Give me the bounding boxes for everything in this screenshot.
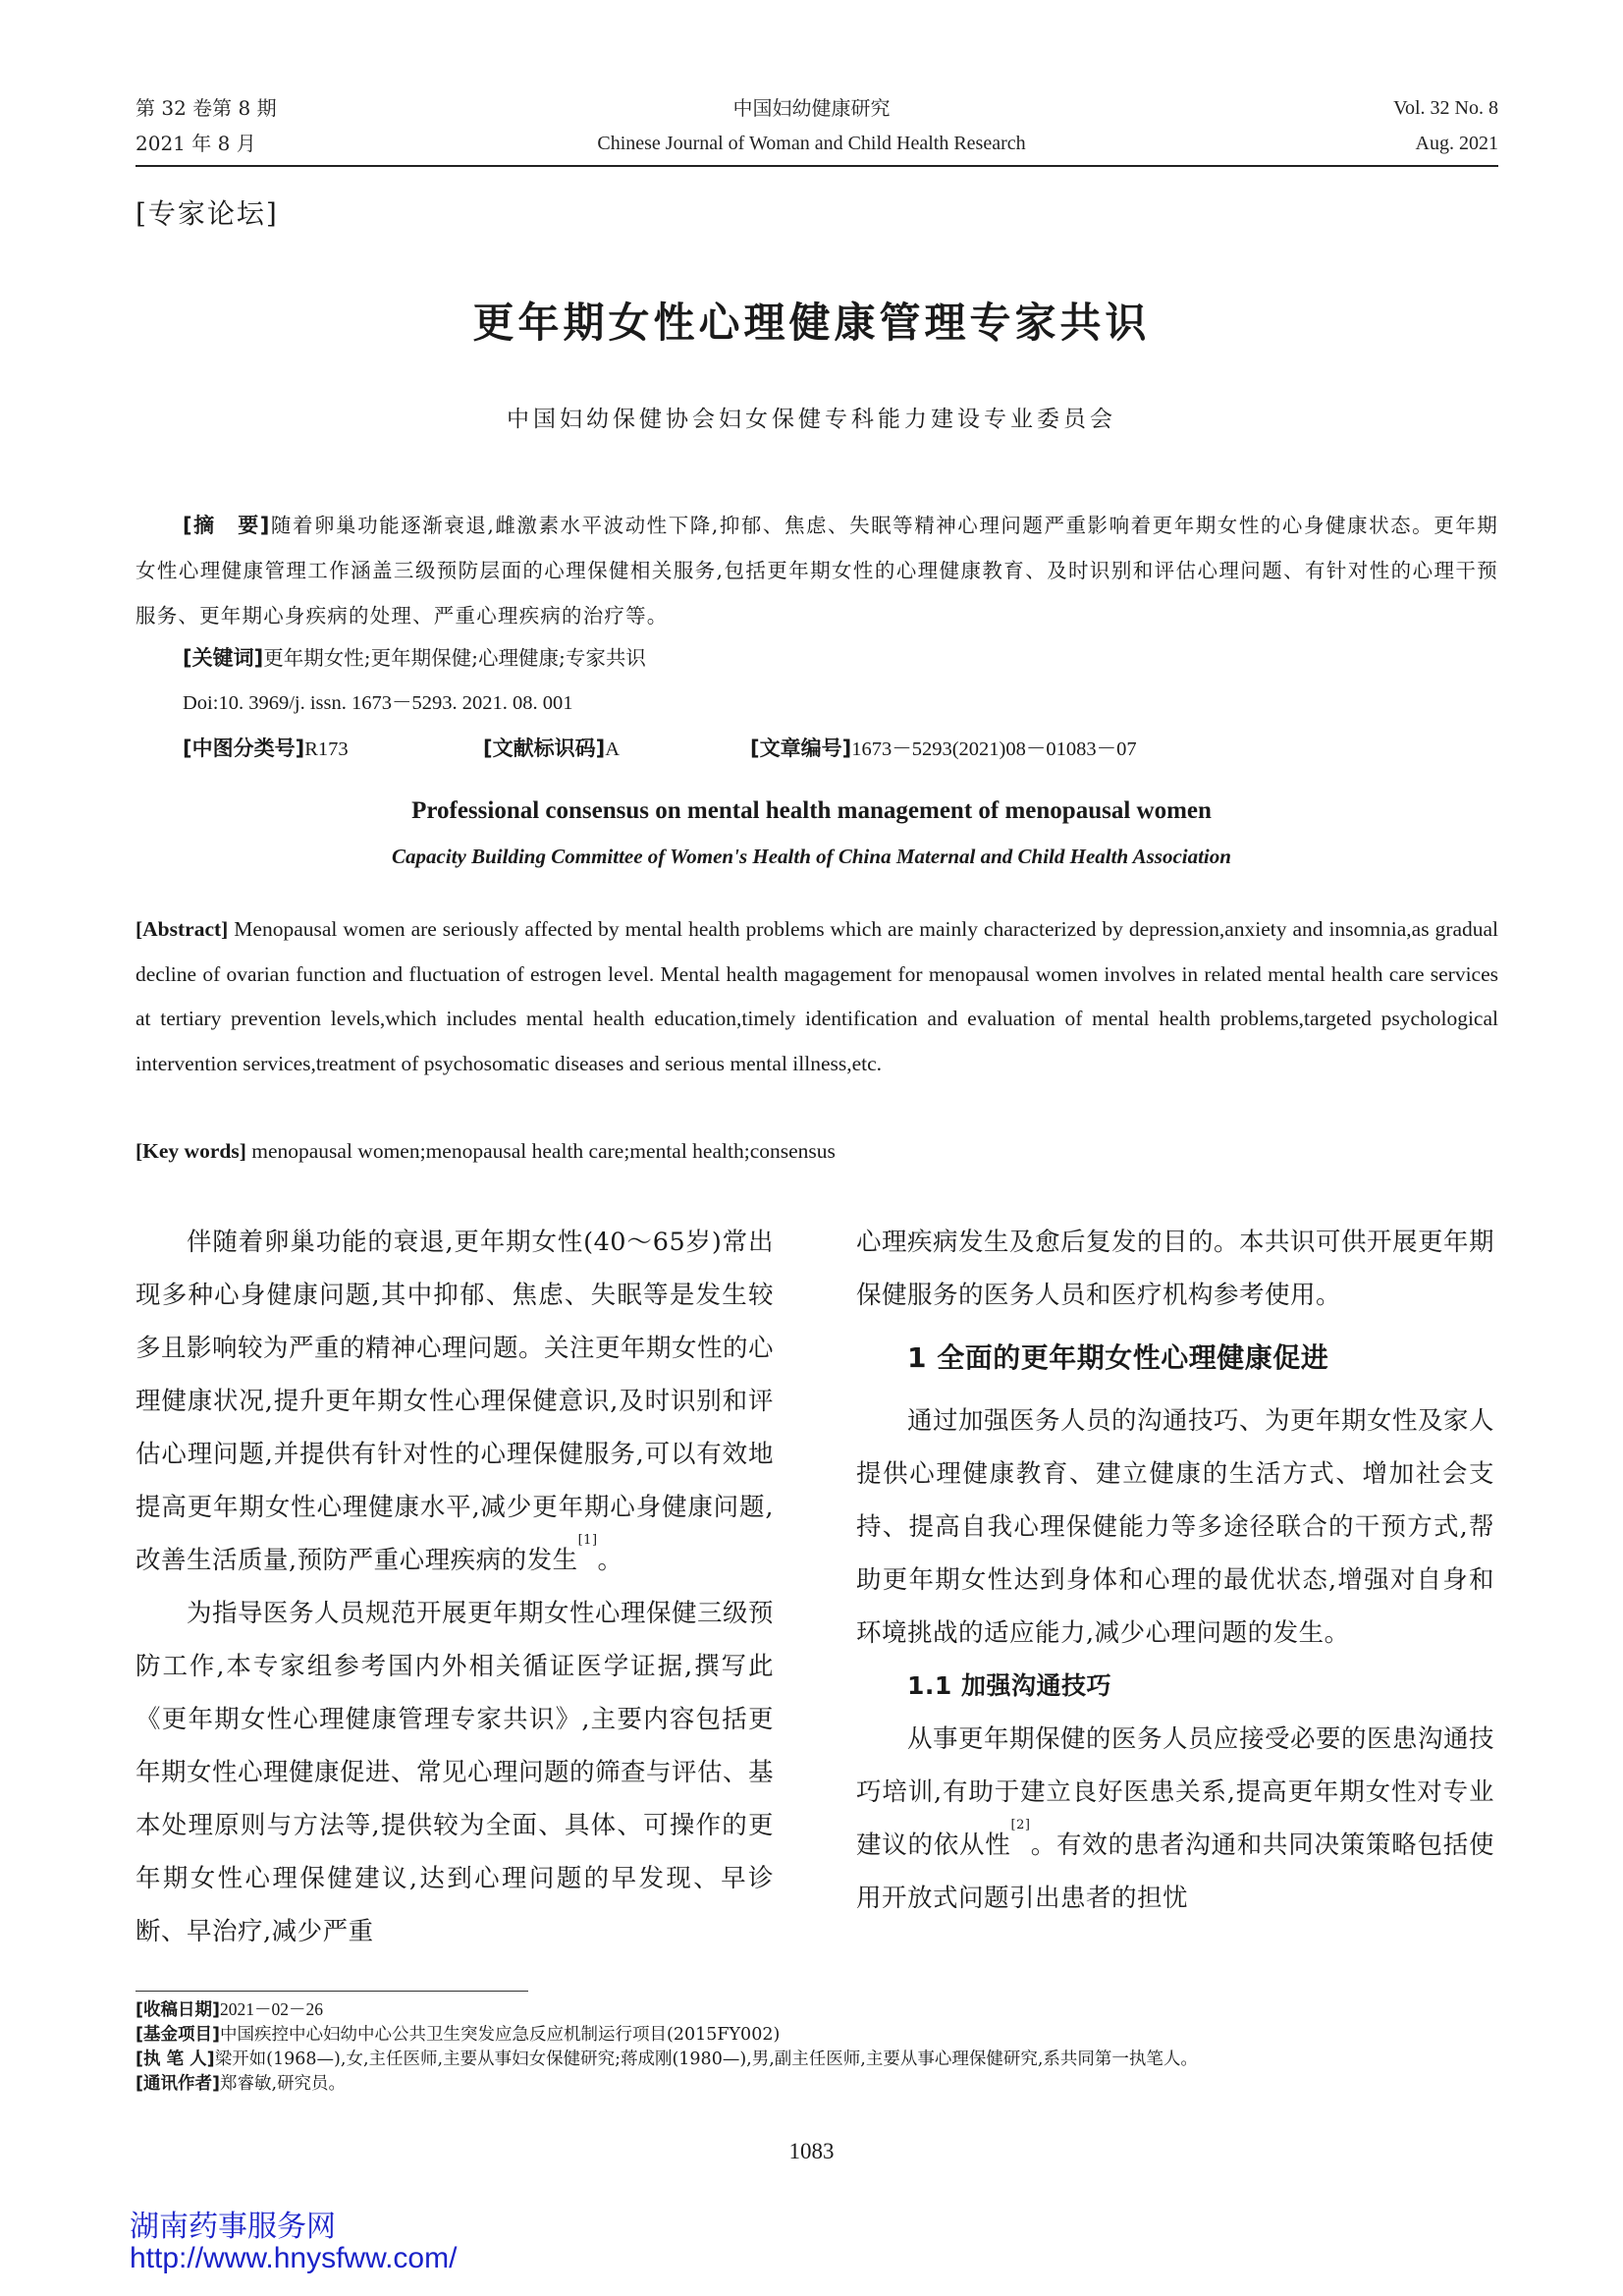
page-number: 1083 <box>788 2139 835 2163</box>
left-column <box>135 1216 774 1958</box>
doc-code-value: A <box>605 738 621 760</box>
section-heading-1: 1 全面的更年期女性心理健康促进 <box>907 1341 1329 1374</box>
abstract-en-text: Menopausal women are seriously affected by mental health problems which are mainly characterized by depression,anxiety and insomnia,as gradual decline of ovarian function and fluctuation of estrogen level. Mental health magagement for menopausal women involves in related mental health care services at tertiary prevention levels,which includes mental health education,timely identification and evaluation of mental health problems,targeted psychological intervention services,treatment of psychosomatic diseases and serious mental illness,etc. <box>135 917 1498 1075</box>
abstract-cn-label: [摘 要] <box>183 514 271 537</box>
footnote-received-text: 2021－02－26 <box>220 1999 323 2019</box>
watermark-site-name: 湖南药事服务网 <box>130 2210 336 2244</box>
right-paragraph-2-text: 从事更年期保健的医务人员应接受必要的医患沟通技巧培训,有助于建立良好医患关系,提高更年期女性对专业建议的依从性 <box>856 1724 1495 1860</box>
column-tag: [专家论坛] <box>135 197 279 230</box>
footnote-writers-label: [执 笔 人] <box>135 2050 215 2069</box>
footnote-rule <box>135 1991 528 1992</box>
footnotes <box>135 1997 1530 2097</box>
header-rule <box>135 165 1498 167</box>
header-journal-en: Chinese Journal of Woman and Child Health Research <box>597 133 1026 154</box>
header-journal-cn: 中国妇幼健康研究 <box>732 96 891 120</box>
abstract-en-label: [Abstract] <box>135 917 229 941</box>
clc-value: R173 <box>304 738 349 760</box>
doc-code <box>483 731 620 767</box>
english-title: Professional consensus on mental health management of menopausal women <box>411 797 1212 824</box>
doi: Doi:10. 3969/j. issn. 1673－5293. 2021. 08. 001 <box>183 692 573 714</box>
doc-code-label: [文献标识码] <box>483 737 606 760</box>
right-column <box>856 1216 1494 1925</box>
watermark-url[interactable]: http://www.hnysfww.com/ <box>130 2242 458 2274</box>
clc-label: [中图分类号] <box>183 737 305 760</box>
keywords-cn-text: 更年期女性;更年期保健;心理健康;专家共识 <box>263 646 646 670</box>
header-vol-en: Vol. 32 No. 8 <box>1393 97 1498 119</box>
abstract-en <box>135 907 1498 1086</box>
footnote-fund-label: [基金项目] <box>135 2025 220 2045</box>
article-number-label: [文章编号] <box>750 737 852 760</box>
citation-2[interactable]: [2] <box>1010 1818 1031 1832</box>
right-paragraph-cont: 心理疾病发生及愈后复发的目的。本共识可供开展更年期保健服务的医务人员和医疗机构参考使用。 <box>856 1228 1495 1310</box>
header-date: 2021 年 8 月 <box>135 132 256 155</box>
footnote-received <box>135 1997 1530 2023</box>
footnote-writers-text: 梁开如(1968—),女,主任医师,主要从事妇女保健研究;蒋成刚(1980—),男,副主任医师,主要从事心理保健研究,系共同第一执笔人。 <box>214 2050 1198 2069</box>
english-authors: Capacity Building Committee of Women's Health of China Maternal and Child Health Association <box>392 845 1231 868</box>
article-number <box>750 731 1137 767</box>
footnote-fund <box>135 2023 1530 2048</box>
section-heading-1-1: 1.1 加强沟通技巧 <box>907 1671 1111 1700</box>
left-paragraph-1-text: 伴随着卵巢功能的衰退,更年期女性(40～65岁)常出现多种心身健康问题,其中抑郁、焦虑、失眠等是发生较多且影响较为严重的精神心理问题。关注更年期女性的心理健康状况,提升更年期女性心理保健意识,及时识别和评估心理问题,并提供有针对性的心理保健服务,可以有效地提高更年期女性心理健康水平,减少更年期心身健康问题,改善生活质量,预防严重心理疾病的发生 <box>135 1228 775 1575</box>
left-paragraph-1-end: 。 <box>597 1546 623 1575</box>
footnote-fund-text: 中国疾控中心妇幼中心公共卫生突发应急反应机制运行项目(2015FY002) <box>220 2025 781 2045</box>
abstract-cn <box>135 503 1498 638</box>
footnote-received-label: [收稿日期] <box>135 2000 220 2020</box>
keywords-en-text: menopausal women;menopausal health care;mental health;consensus <box>245 1139 836 1163</box>
abstract-cn-text: 随着卵巢功能逐渐衰退,雌激素水平波动性下降,抑郁、焦虑、失眠等精神心理问题严重影响着更年期女性的心身健康状态。更年期女性心理健康管理工作涵盖三级预防层面的心理保健相关服务,包括更年期女性的心理健康教育、及时识别和评估心理问题、有针对性的心理干预服务、更年期心身疾病的处理、严重心理疾病的治疗等。 <box>135 514 1498 628</box>
footnote-correspondence-label: [通讯作者] <box>135 2074 220 2094</box>
header-volume: 第 32 卷第 8 期 <box>135 96 277 120</box>
keywords-cn <box>183 640 646 676</box>
footnote-correspondence-text: 郑睿敏,研究员。 <box>220 2074 347 2094</box>
keywords-en-label: [Key words] <box>135 1139 246 1163</box>
clc <box>183 731 349 767</box>
citation-1[interactable]: [1] <box>577 1533 598 1548</box>
right-paragraph-2-end: 。有效的患者沟通和共同决策策略包括使用开放式问题引出患者的担忧 <box>856 1831 1494 1913</box>
footnote-writers <box>135 2048 1530 2072</box>
organization: 中国妇幼保健协会妇女保健专科能力建设专业委员会 <box>507 407 1116 432</box>
left-paragraph-2: 为指导医务人员规范开展更年期女性心理保健三级预防工作,本专家组参考国内外相关循证医学证据,撰写此《更年期女性心理健康管理专家共识》,主要内容包括更年期女性心理健康促进、常见心理问题的筛查与评估、基本处理原则与方法等,提供较为全面、具体、可操作的更年期女性心理保健建议,达到心理问题的早发现、早诊断、早治疗,减少严重 <box>135 1599 775 1946</box>
right-paragraph-1: 通过加强医务人员的沟通技巧、为更年期女性及家人提供心理健康教育、建立健康的生活方式、增加社会支持、提高自我心理保健能力等多途径联合的干预方式,帮助更年期女性达到身体和心理的最优状态,增强对自身和环境挑战的适应能力,减少心理问题的发生。 <box>856 1406 1495 1648</box>
keywords-en <box>135 1133 1498 1169</box>
page-title: 更年期女性心理健康管理专家共识 <box>472 299 1151 347</box>
article-number-value: 1673－5293(2021)08－01083－07 <box>851 738 1137 760</box>
footnote-correspondence <box>135 2072 1530 2097</box>
keywords-cn-label: [关键词] <box>183 646 264 670</box>
left-paragraph-1 <box>135 1216 774 1587</box>
right-paragraph-2 <box>856 1713 1494 1925</box>
header-date-en: Aug. 2021 <box>1415 133 1498 154</box>
